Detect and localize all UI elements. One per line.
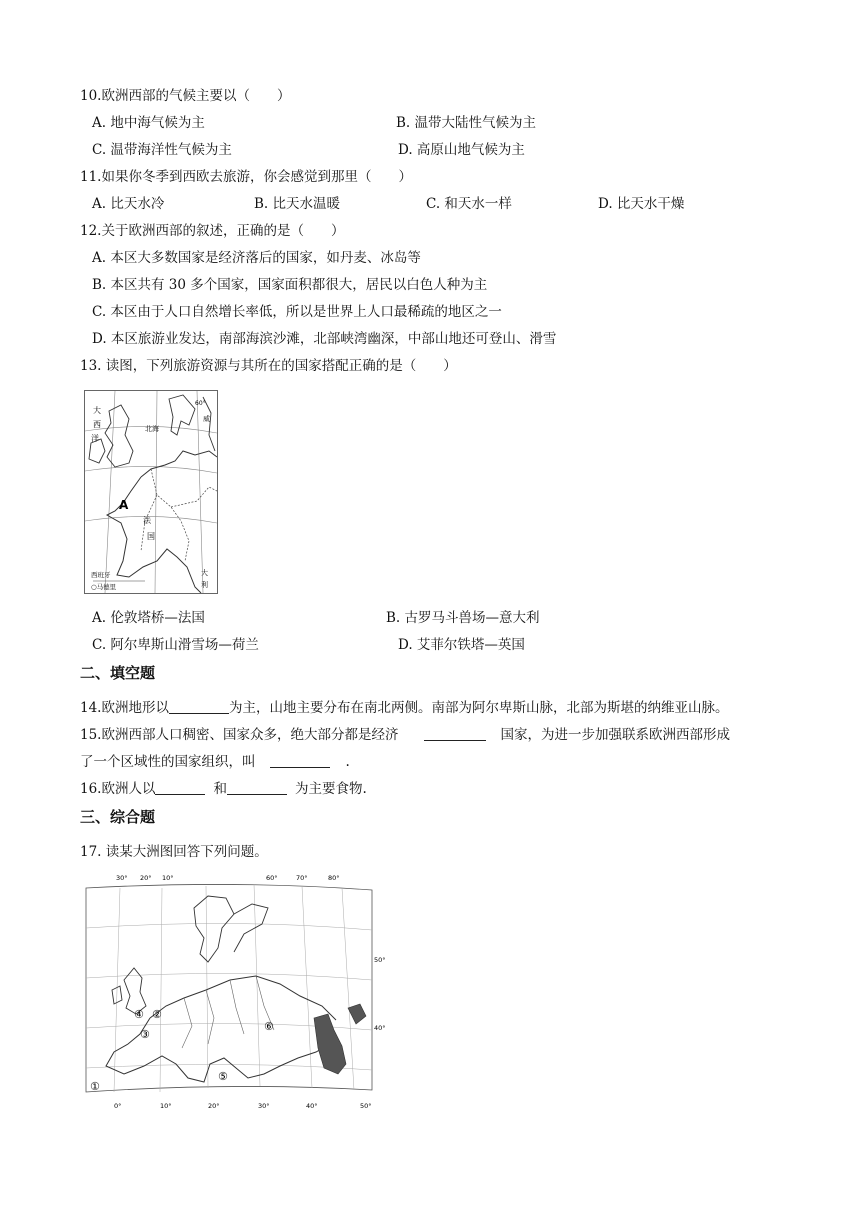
q10-stem: 10.欧洲西部的气候主要以（ ） [80,88,291,104]
map-label-xi: 西 [93,420,101,429]
section-fill-in-title: 二、填空题 [80,664,156,682]
lon-label-top: 80° [328,874,340,882]
map-label-guo: 国 [147,532,155,541]
q15-text-after: 国家，为进一步加强联系欧洲西部形成 [500,727,730,743]
marker-1: ① [90,1080,100,1093]
q10-option-b[interactable]: B. 温带大陆性气候为主 [396,115,537,131]
lat-label-right: 50° [374,956,386,964]
q13-option-a[interactable]: A. 伦敦塔桥—法国 [92,610,205,626]
q15-line2-before: 了一个区域性的国家组织，叫 [80,754,256,770]
q16-blank-2[interactable] [227,780,287,795]
q15-text-before: 15.欧洲西部人口稠密、国家众多，绝大部分都是经济 [80,727,399,743]
lon-label-top: 60° [266,874,278,882]
q12-option-d[interactable]: D. 本区旅游业发达，南部海滨沙滩，北部峡湾幽深，中部山地还可登山、滑雪 [92,331,557,347]
continent-map-drawing [84,868,388,1114]
q14-text-after: 为主，山地主要分布在南北两侧。南部为阿尔卑斯山脉，北部为斯堪的纳维亚山脉。 [228,700,729,716]
q16-text-mid: 和 [213,781,227,797]
map-label-wei: 威 [203,415,210,423]
q12-stem: 12.关于欧洲西部的叙述，正确的是（ ） [80,223,345,239]
q14-text-before: 14.欧洲地形以 [80,700,169,716]
q11-stem: 11.如果你冬季到西欧去旅游，你会感觉到那里（ ） [80,169,412,185]
q12-option-a[interactable]: A. 本区大多数国家是经济落后的国家，如丹麦、冰岛等 [92,250,421,266]
map-label-italy-1: 大 [201,569,208,577]
q10-option-a[interactable]: A. 地中海气候为主 [92,115,205,131]
map-label-fa: 法 [143,516,151,525]
lon-label-top: 30° [116,874,128,882]
q11-option-a[interactable]: A. 比天水冷 [92,196,165,212]
q11-option-d[interactable]: D. 比天水干燥 [598,196,685,212]
map-label-yang: 洋 [91,434,99,443]
q16-text-after: 为主要食物. [294,781,367,797]
q15-line-2 [80,752,350,772]
q13-option-c[interactable]: C. 阿尔卑斯山滑雪场—荷兰 [92,637,259,653]
lon-label-bottom: 50° [360,1102,372,1110]
lon-label-top: 20° [140,874,152,882]
q12-option-c[interactable]: C. 本区由于人口自然增长率低，所以是世界上人口最稀疏的地区之一 [92,304,502,320]
q15-line2-after: . [345,754,350,770]
marker-3: ③ [140,1028,150,1041]
q10-option-c[interactable]: C. 温带海洋性气候为主 [92,142,232,158]
map-label-italy-2: 利 [201,581,208,589]
lon-label-bottom: 40° [306,1102,318,1110]
q11-option-b[interactable]: B. 比天水温暖 [254,196,341,212]
q14-blank[interactable] [169,699,229,714]
q15-blank-2[interactable] [270,753,330,768]
q10-option-d[interactable]: D. 高原山地气候为主 [398,142,525,158]
q16-line [80,779,367,799]
q16-blank-1[interactable] [155,780,205,795]
marker-5: ⑤ [218,1070,228,1083]
lon-label-bottom: 20° [208,1102,220,1110]
marker-2: ② [152,1008,162,1021]
lon-label-bottom: 30° [258,1102,270,1110]
western-europe-map [84,390,218,594]
q12-option-b[interactable]: B. 本区共有 30 多个国家，国家面积都很大，居民以白色人种为主 [92,277,488,293]
q15-line-1 [80,725,730,745]
marker-6: ⑥ [264,1020,274,1033]
map-label-north-sea: 北海 [145,425,159,433]
western-europe-map-drawing [85,391,217,593]
lon-label-bottom: 0° [114,1102,122,1110]
q14-line [80,698,728,718]
q13-option-b[interactable]: B. 古罗马斗兽场—意大利 [386,610,540,626]
section-comprehensive-title: 三、综合题 [80,808,156,826]
q11-option-c[interactable]: C. 和天水一样 [426,196,512,212]
q17-stem: 17. 读某大洲图回答下列问题。 [80,844,268,860]
map-label-spain: 西班牙 [91,571,111,579]
q15-blank-1[interactable] [424,726,486,741]
lon-label-top: 10° [162,874,174,882]
lon-label-top: 70° [296,874,308,882]
map-label-da: 大 [93,406,101,415]
lon-label-bottom: 10° [160,1102,172,1110]
lat-label-right: 40° [374,1024,386,1032]
q13-option-d[interactable]: D. 艾菲尔铁塔—英国 [398,637,525,653]
marker-4: ④ [134,1008,144,1021]
q16-text-before: 16.欧洲人以 [80,781,156,797]
map-label-60deg: 60° [195,400,206,407]
continent-map [84,868,388,1114]
map-label-madrid: ○马德里 [91,583,117,591]
map-marker-a: A [119,498,129,512]
q13-stem: 13. 读图，下列旅游资源与其所在的国家搭配正确的是（ ） [80,358,457,374]
